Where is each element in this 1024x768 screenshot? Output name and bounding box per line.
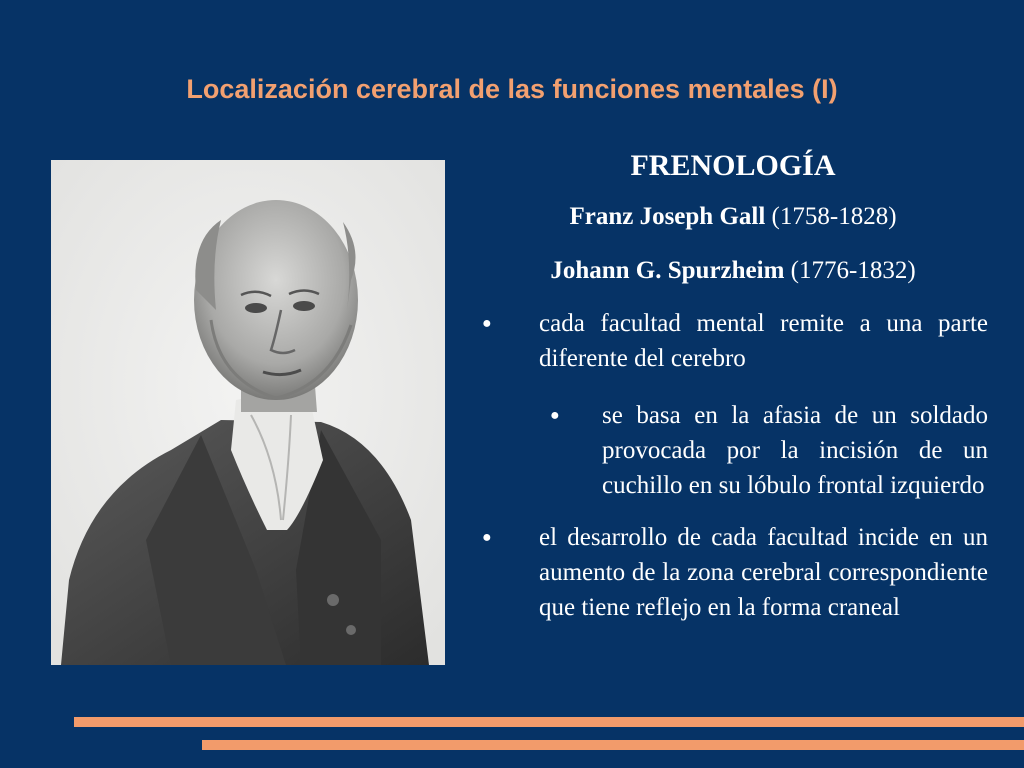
accent-rule-bottom xyxy=(202,740,1024,750)
bullet-icon: ● xyxy=(550,407,560,424)
person-years: (1776-1832) xyxy=(790,257,916,284)
bullet-text: se basa en la afasia de un soldado provocada por la incisión de un cuchillo en su lóbulo frontal izquierdo xyxy=(602,402,988,499)
accent-rule-top xyxy=(74,717,1024,727)
list-item xyxy=(478,520,988,625)
list-item-nested xyxy=(478,398,988,503)
list-item xyxy=(478,306,988,376)
portrait-engraving xyxy=(51,160,445,665)
bullet-list xyxy=(478,306,988,625)
slide-title: Localización cerebral de las funciones mentales (I) xyxy=(186,74,838,104)
person-years: (1758-1828) xyxy=(771,203,897,230)
bullet-icon: ● xyxy=(482,315,492,332)
person-name: Johann G. Spurzheim xyxy=(550,257,785,284)
person-line xyxy=(478,202,988,232)
content-panel xyxy=(478,140,988,625)
portrait-image xyxy=(51,160,445,665)
bullet-icon: ● xyxy=(482,529,492,546)
person-line xyxy=(478,256,988,286)
section-heading: FRENOLOGÍA xyxy=(630,149,836,182)
person-name: Franz Joseph Gall xyxy=(569,203,766,230)
bullet-text: cada facultad mental remite a una parte diferente del cerebro xyxy=(539,310,988,372)
bullet-text: el desarrollo de cada facultad incide en un aumento de la zona cerebral correspondiente que tiene reflejo en la forma craneal xyxy=(539,524,988,621)
